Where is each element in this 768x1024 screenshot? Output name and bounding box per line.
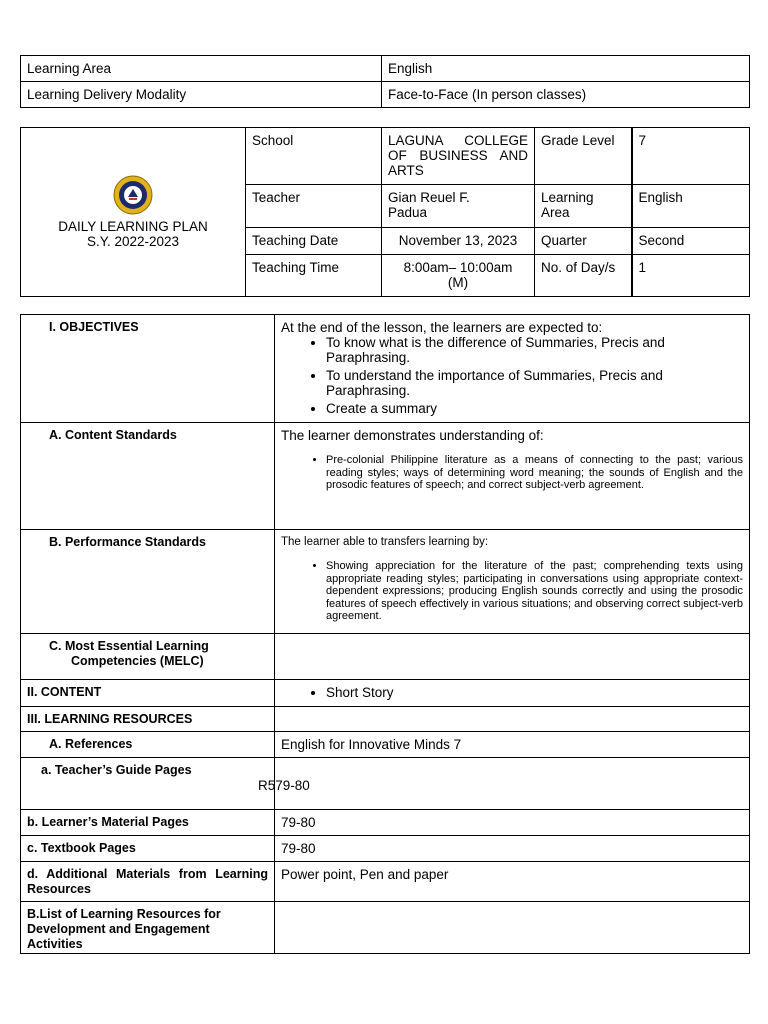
resources-value <box>275 707 750 732</box>
area-value: English <box>632 185 750 228</box>
objectives-intro: At the end of the lesson, the learners are expected to: <box>281 320 603 335</box>
references-label: A. References <box>21 732 275 758</box>
plan-title-cell <box>21 128 246 297</box>
list-resources-row <box>21 902 750 954</box>
area-label: Learning Area <box>535 185 632 228</box>
performance-standards-label: B. Performance Standards <box>21 530 275 634</box>
references-value: English for Innovative Minds 7 <box>275 732 750 758</box>
objectives-list <box>281 335 743 416</box>
content-standards-row <box>21 423 750 530</box>
header-value: English <box>382 56 750 82</box>
objectives-label: I. OBJECTIVES <box>21 315 275 423</box>
teachers-guide-empty <box>275 758 750 810</box>
teachers-guide-label-cell <box>21 758 310 810</box>
content-cell <box>275 680 750 707</box>
performance-standards-list <box>281 560 743 623</box>
header-label: Learning Delivery Modality <box>21 82 382 108</box>
list-item: • Showing appreciation for the literature of the past; comprehending texts using appropriate reading styles; participating in conversations using appropriate context-dependent expressions; producing English sounds correctly and using the prosodic features of speech effectively in various situations; and observing correct subject-verb agreement. <box>326 560 743 623</box>
teachers-guide-label: a. Teacher’s Guide Pages <box>41 763 192 777</box>
performance-standards-row <box>21 530 750 634</box>
list-item: • Short Story <box>326 685 743 700</box>
textbook-label: c. Textbook Pages <box>21 836 275 862</box>
header-table <box>20 55 750 108</box>
grade-label: Grade Level <box>535 128 632 185</box>
school-value: LAGUNA COLLEGE OF BUSINESS AND ARTS <box>382 128 535 185</box>
content-row <box>21 680 750 707</box>
performance-standards-cell <box>275 530 750 634</box>
teachers-guide-row <box>21 758 750 810</box>
lesson-table <box>20 314 750 954</box>
grade-value: 7 <box>632 128 750 185</box>
header-label: Learning Area <box>21 56 382 82</box>
plan-info-table <box>20 127 750 297</box>
objectives-cell <box>275 315 750 423</box>
learners-material-row <box>21 810 750 836</box>
textbook-row <box>21 836 750 862</box>
school-year: S.Y. 2022-2023 <box>86 234 180 249</box>
melc-row <box>21 634 750 680</box>
list-resources-value <box>275 902 750 954</box>
plan-title: DAILY LEARNING PLAN <box>58 219 208 234</box>
objectives-row <box>21 315 750 423</box>
header-row-learning-area <box>21 56 750 82</box>
days-value: 1 <box>632 255 750 297</box>
performance-standards-intro: The learner able to transfers learning by: <box>281 536 489 548</box>
learners-material-label: b. Learner’s Material Pages <box>21 810 275 836</box>
header-row-modality <box>21 82 750 108</box>
time-value: 8:00am– 10:00am (M) <box>382 255 535 297</box>
content-label: II. CONTENT <box>21 680 275 707</box>
header-value: Face-to-Face (In person classes) <box>382 82 750 108</box>
list-resources-label: B.List of Learning Resources for Development and Engagement Activities <box>21 902 275 954</box>
date-label: Teaching Date <box>246 228 382 255</box>
list-item: • Pre-colonial Philippine literature as a means of connecting to the past; various reading styles; ways of determining word meaning; the sounds of English and the prosodic features of speech; and correct subject-verb agreement. <box>326 454 743 492</box>
content-standards-label: A. Content Standards <box>21 423 275 530</box>
school-label: School <box>246 128 382 185</box>
resources-row <box>21 707 750 732</box>
additional-materials-label: d. Additional Materials from Learning Resources <box>21 862 275 902</box>
date-value: November 13, 2023 <box>382 228 535 255</box>
quarter-label: Quarter <box>535 228 632 255</box>
content-standards-cell <box>275 423 750 530</box>
learners-material-value: 79-80 <box>275 810 750 836</box>
references-row <box>21 732 750 758</box>
textbook-value: 79-80 <box>275 836 750 862</box>
teachers-guide-value: R579-80 <box>258 778 310 793</box>
additional-materials-row <box>21 862 750 902</box>
content-standards-list <box>281 454 743 492</box>
list-item: • Create a summary <box>326 401 743 416</box>
list-item: • To understand the importance of Summaries, Precis and Paraphrasing. <box>326 368 743 398</box>
melc-value <box>275 634 750 680</box>
additional-materials-value: Power point, Pen and paper <box>275 862 750 902</box>
days-label: No. of Day/s <box>535 255 632 297</box>
quarter-value: Second <box>632 228 750 255</box>
melc-label: C. Most Essential Learning Competencies (MELC) <box>21 634 275 680</box>
teacher-label: Teacher <box>246 185 382 228</box>
content-list <box>281 685 743 700</box>
content-standards-intro: The learner demonstrates understanding of: <box>281 428 544 443</box>
time-label: Teaching Time <box>246 255 382 297</box>
list-item: • To know what is the difference of Summaries, Precis and Paraphrasing. <box>326 335 743 365</box>
school-seal-icon <box>113 175 153 215</box>
resources-label: III. LEARNING RESOURCES <box>21 707 275 732</box>
teacher-value: Gian Reuel F. Padua <box>382 185 535 228</box>
